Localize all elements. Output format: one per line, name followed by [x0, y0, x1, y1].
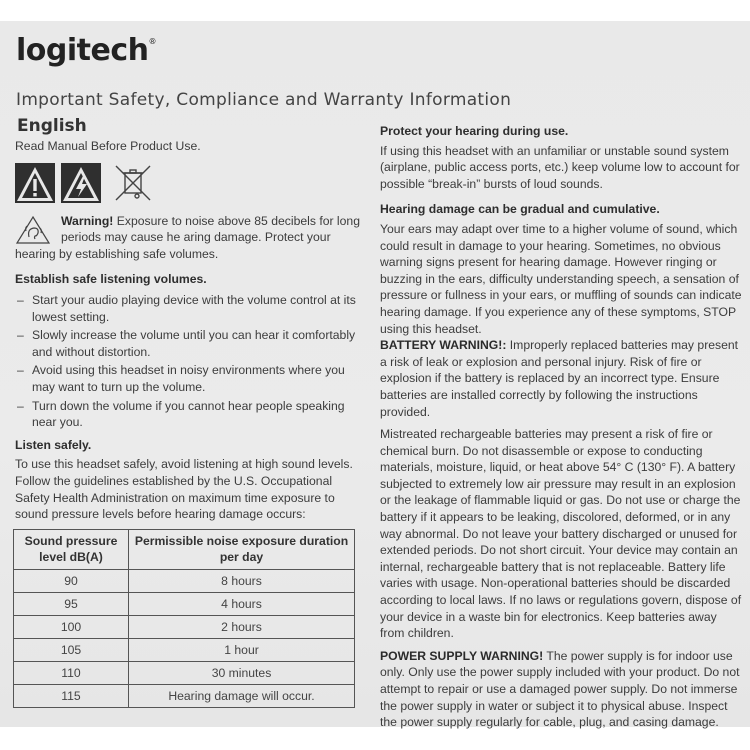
battery-warning-label: BATTERY WARNING!:	[380, 338, 507, 353]
table-row	[14, 638, 355, 661]
table-cell: Hearing damage will occur.	[129, 684, 355, 707]
table-row	[14, 684, 355, 707]
exposure-table	[13, 529, 355, 708]
list-item: – Avoid using this headset in noisy environments where you may want to turn up the volume.	[15, 362, 360, 395]
power-supply-warning-text: The power supply is for indoor use only. Only use the power supply included with your product. Do not attempt to repair or use a damaged power supply. Do not immerse the power supply in water or subject it to physical abuse. Inspect the power supply regularly for cable, plug, and casing damage.	[380, 648, 740, 730]
list-item: – Start your audio playing device with the volume control at its lowest setting.	[15, 292, 360, 325]
table-row	[14, 661, 355, 684]
list-item: – Turn down the volume if you cannot hear people speaking near you.	[15, 398, 360, 431]
hearing-warning-icon	[15, 215, 51, 245]
battery-warning	[380, 337, 742, 420]
read-manual-text: Read Manual Before Product Use.	[15, 139, 201, 153]
table-row	[14, 615, 355, 638]
right-column	[380, 123, 742, 731]
listen-safely-heading: Listen safely.	[15, 437, 92, 452]
table-row	[14, 592, 355, 615]
table-cell: 90	[14, 569, 129, 592]
battery-details-text: Mistreated rechargeable batteries may present a risk of fire or chemical burn. Do not disassemble or expose to conducting materials, moisture, liquid, or heat above 54° C (130° F). A battery subjected to extremely low air pressure may result in an explosion or the leakage of flammable liquid or gas. Do not use or charge the battery if it appears to be leaking, discolored, deformed, or in any way abnormal. Do not leave your battery discharged or unused for extended periods. Do not short circuit. Your device may contain an internal, rechargeable battery that is not replaceable. Battery life varies with usage. Non-operational batteries should be discarded according to local laws. If no laws or regulations govern, dispose of your device in a waste bin for electronics. Keep batteries away from children.	[380, 427, 742, 641]
power-supply-warning-label: POWER SUPPLY WARNING!	[380, 648, 544, 663]
column-header: Permissible noise exposure duration per day	[129, 529, 355, 569]
table-cell: 105	[14, 638, 129, 661]
registered-mark: ®	[148, 37, 156, 46]
document-title: Important Safety, Compliance and Warranty Information	[16, 90, 512, 110]
protect-hearing-heading: Protect your hearing during use.	[380, 124, 569, 138]
protect-hearing-text: If using this headset with an unfamiliar or unstable sound system (airplane, public access ports, etc.) keep volume low to account for possible “break-in” bursts of loud sounds.	[380, 143, 740, 191]
left-column	[15, 138, 360, 708]
table-cell: 110	[14, 661, 129, 684]
warning-label: Warning!	[61, 213, 114, 228]
listen-safely-text: To use this headset safely, avoid listening at high sound levels. Follow the guidelines established by the U.S. Occupational Safety Health Administration on maximum time exposure to sound pressure levels before hearing damage occurs:	[15, 457, 353, 522]
weee-crossed-bin-icon	[113, 163, 153, 203]
table-header-row	[14, 529, 355, 569]
safe-volumes-heading: Establish safe listening volumes.	[15, 272, 207, 287]
caution-triangle-icon	[15, 163, 55, 203]
table-cell: 2 hours	[129, 615, 355, 638]
noise-warning	[15, 213, 360, 263]
safe-volumes-list	[15, 292, 360, 431]
warning-text: Exposure to noise above 85 decibels for long periods may cause he aring damage. Protect your hearing by establishing safe volumes.	[15, 213, 360, 261]
list-item: – Slowly increase the volume until you can hear it comfortably and without distortion.	[15, 327, 360, 360]
safety-symbols	[15, 163, 360, 203]
table-cell: 4 hours	[129, 592, 355, 615]
table-cell: 95	[14, 592, 129, 615]
language-heading: English	[17, 116, 87, 136]
table-cell: 115	[14, 684, 129, 707]
table-row	[14, 569, 355, 592]
table-cell: 8 hours	[129, 569, 355, 592]
column-header: Sound pressure level dB(A)	[14, 529, 129, 569]
hearing-damage-heading: Hearing damage can be gradual and cumulative.	[380, 202, 660, 217]
electric-shock-icon	[61, 163, 101, 203]
hearing-damage-text: Your ears may adapt over time to a higher volume of sound, which could result in damage to your hearing. Sometimes, no obvious warning signs present for hearing damage. However ringing or buzzing in the ears, difficulty understanding speech, a sensation of pressure or fullness in your ears, or muffling of sounds can indicate hearing damage. If you experience any of these symptoms, STOP using this headset.	[380, 221, 742, 336]
logitech-logo	[16, 33, 156, 68]
table-cell: 100	[14, 615, 129, 638]
table-cell: 1 hour	[129, 638, 355, 661]
battery-warning-text: Improperly replaced batteries may present a risk of leak or explosion and personal injury. Risk of fire or explosion if the battery is replaced by an incorrect type. Ensure batteries are installed correctly by following the instructions provided.	[380, 338, 739, 419]
logo-text: logitech	[16, 33, 149, 68]
table-cell: 30 minutes	[129, 661, 355, 684]
manual-page	[0, 21, 750, 730]
power-supply-warning	[380, 648, 742, 731]
